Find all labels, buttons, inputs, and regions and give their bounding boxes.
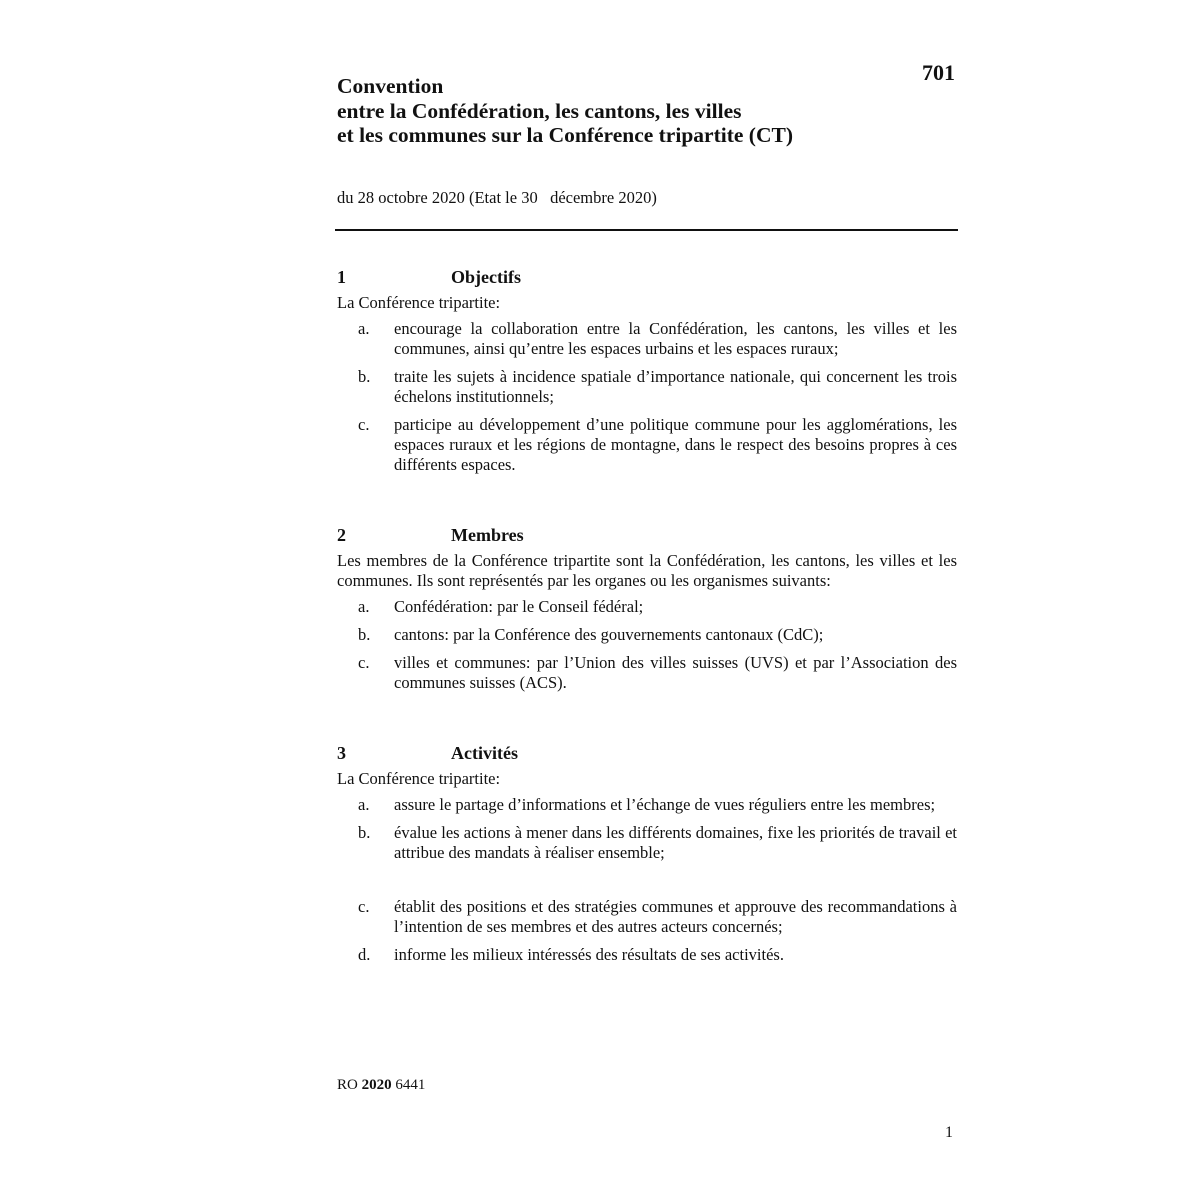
section-activites xyxy=(337,742,957,973)
footnote-prefix: RO xyxy=(337,1077,358,1093)
item-label: c. xyxy=(358,897,370,916)
item-label: d. xyxy=(358,945,371,964)
item-list xyxy=(337,795,957,965)
footnote-page: 6441 xyxy=(395,1077,426,1093)
section-title: Activités xyxy=(451,743,518,763)
date-line: du 28 octobre 2020 (Etat le 30 décembre 2020) xyxy=(337,188,657,207)
section-title: Membres xyxy=(451,525,524,545)
item-text: évalue les actions à mener dans les différents domaines, fixe les priorités de travail et attribue des mandats à réaliser ensemble; xyxy=(394,823,957,862)
list-item xyxy=(337,653,957,693)
section-title: Objectifs xyxy=(451,267,521,287)
list-item xyxy=(337,625,957,645)
item-text: cantons: par la Conférence des gouvernements cantonaux (CdC); xyxy=(394,625,824,644)
item-label: a. xyxy=(358,319,370,338)
list-item xyxy=(337,597,957,617)
section-number: 3 xyxy=(337,743,346,763)
section-membres xyxy=(337,524,957,701)
list-item xyxy=(337,945,957,965)
item-text: villes et communes: par l’Union des villes suisses (UVS) et par l’Association des communes suisses (ACS). xyxy=(394,653,957,692)
item-label: c. xyxy=(358,653,370,672)
section-objectifs xyxy=(337,266,957,483)
title-line: entre la Confédération, les cantons, les villes xyxy=(337,98,742,123)
item-text: informe les milieux intéressés des résultats de ses activités. xyxy=(394,945,784,964)
footnote-year: 2020 xyxy=(361,1077,392,1093)
item-text: assure le partage d’informations et l’échange de vues réguliers entre les membres; xyxy=(394,795,936,814)
document-title xyxy=(337,74,957,148)
list-item xyxy=(337,415,957,475)
title-line: Convention xyxy=(337,74,444,98)
header-divider xyxy=(335,229,958,231)
item-label: b. xyxy=(358,367,371,386)
section-number: 1 xyxy=(337,267,346,287)
item-list xyxy=(337,319,957,475)
item-label: b. xyxy=(358,823,371,842)
section-intro: La Conférence tripartite: xyxy=(337,769,501,788)
item-text: Confédération: par le Conseil fédéral; xyxy=(394,597,644,616)
item-label: b. xyxy=(358,625,371,644)
document-number: 701 xyxy=(922,60,955,85)
section-intro: Les membres de la Conférence tripartite sont la Confédération, les cantons, les villes et les communes. Ils sont représentés par les organes ou les organismes suivants: xyxy=(337,551,957,590)
list-item xyxy=(337,319,957,359)
page-number: 1 xyxy=(945,1124,953,1141)
section-intro: La Conférence tripartite: xyxy=(337,293,501,312)
title-line: et les communes sur la Conférence tripartite (CT) xyxy=(337,123,793,147)
item-text: encourage la collaboration entre la Confédération, les cantons, les villes et les communes, ainsi qu’entre les espaces urbains et les espaces ruraux; xyxy=(394,319,957,358)
section-number: 2 xyxy=(337,525,346,545)
list-item xyxy=(337,823,957,863)
section-heading xyxy=(337,524,957,548)
item-label: c. xyxy=(358,415,370,434)
item-text: établit des positions et des stratégies communes et approuve des recommandations à l’intention de ses membres et des autres acteurs concernés; xyxy=(394,897,957,936)
section-heading xyxy=(337,742,957,766)
item-text: traite les sujets à incidence spatiale d’importance nationale, qui concernent les trois échelons institutionnels; xyxy=(394,367,957,406)
item-label: a. xyxy=(358,795,370,814)
item-label: a. xyxy=(358,597,370,616)
item-text: participe au développement d’une politique commune pour les agglomérations, les espaces ruraux et les régions de montagne, dans le respect des besoins propres à ces différents espaces. xyxy=(394,415,957,474)
list-item xyxy=(337,795,957,815)
list-item xyxy=(337,367,957,407)
list-item xyxy=(337,897,957,937)
section-heading xyxy=(337,266,957,290)
footnote-reference xyxy=(337,1075,425,1095)
item-list xyxy=(337,597,957,693)
